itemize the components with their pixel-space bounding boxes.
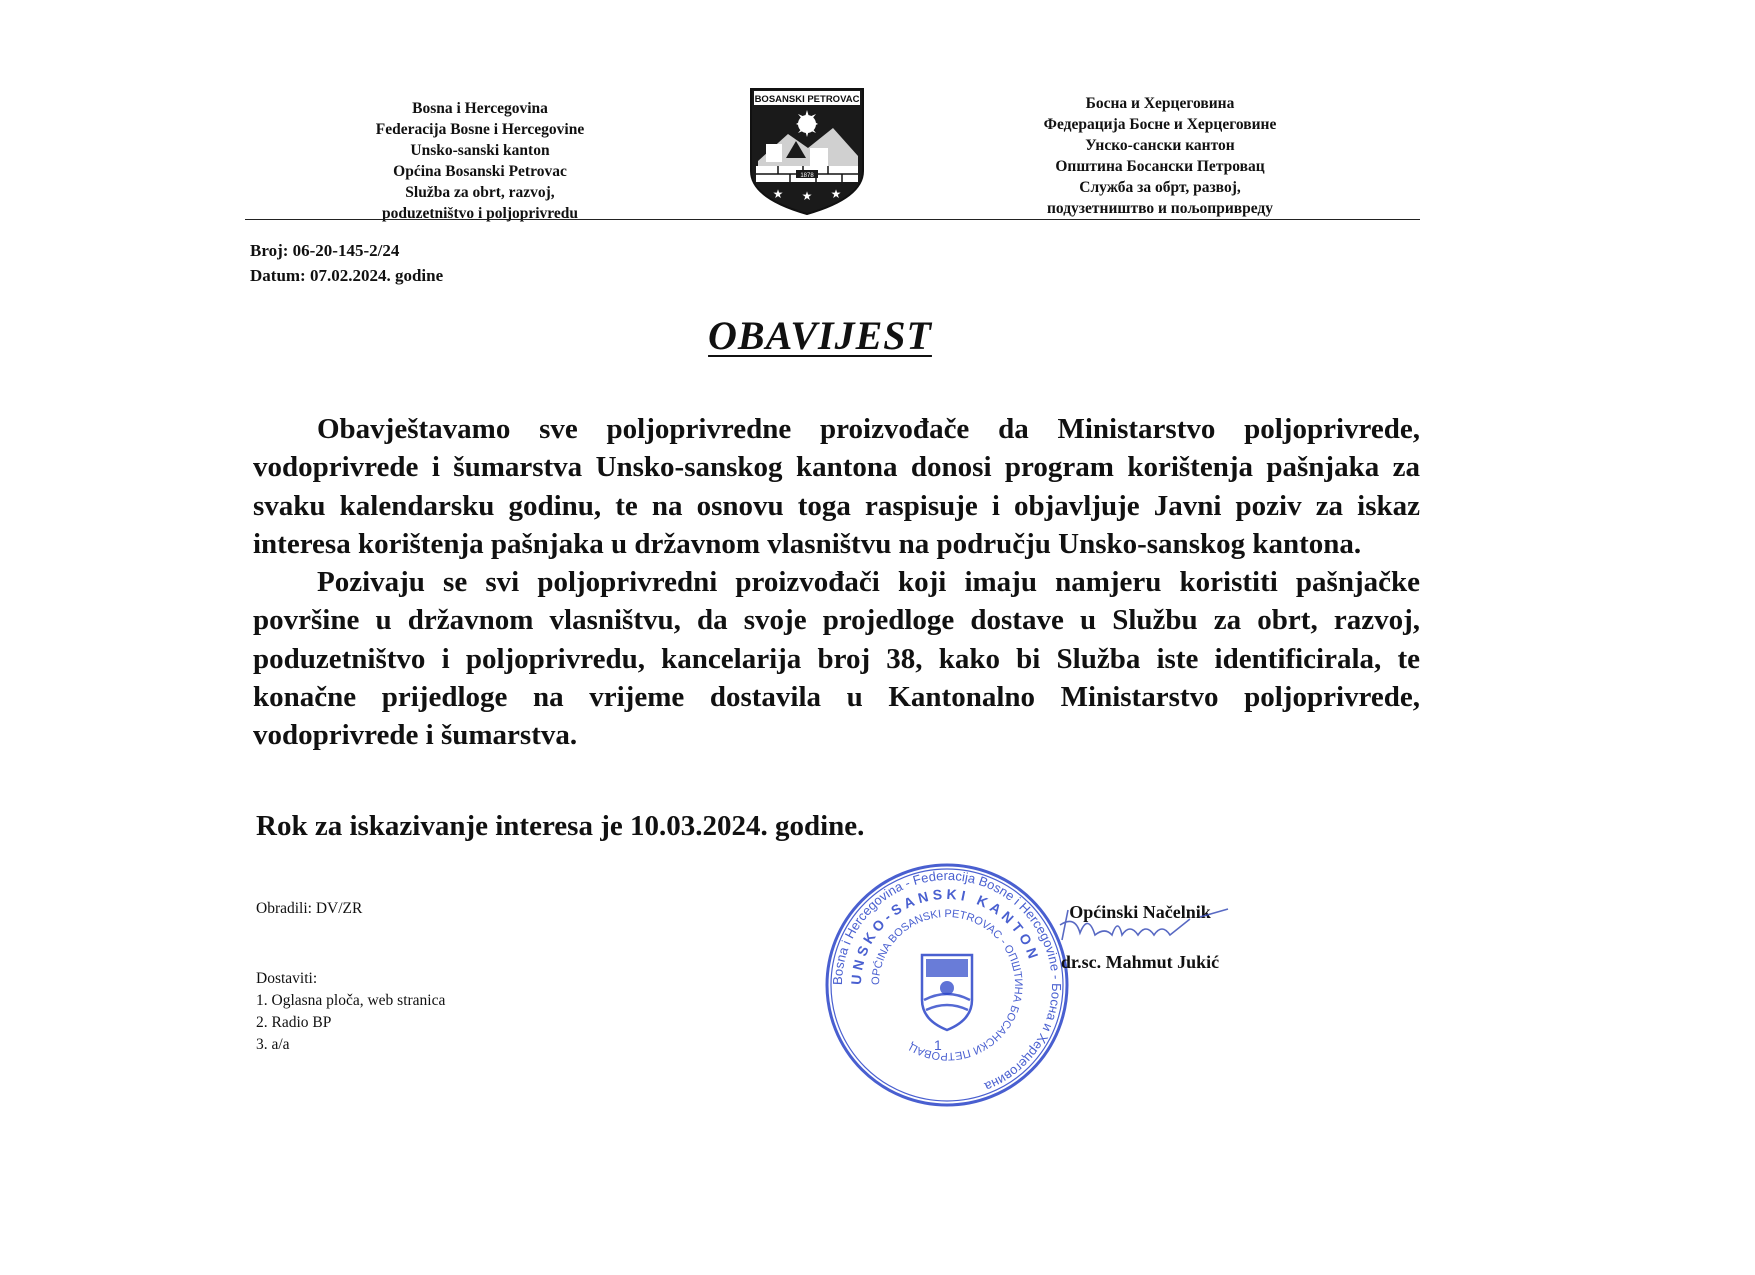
header-line: подузетништво и пољопривреду	[1046, 200, 1274, 217]
header-left-latin	[330, 98, 630, 224]
reference-block	[250, 238, 443, 288]
header-line: Федерација Босне и Херцеговине	[1043, 116, 1277, 133]
header-line: Унско-сански кантон	[1085, 137, 1235, 154]
document-title	[0, 312, 1640, 359]
header-line: poduzetništvo i poljoprivredu	[381, 205, 579, 222]
header-right-cyrillic	[1000, 93, 1320, 219]
svg-text:★: ★	[772, 187, 784, 201]
distribution-label: Dostaviti:	[256, 970, 318, 987]
deadline-statement: Rok za iskazivanje interesa je 10.03.2024. godine.	[256, 810, 865, 842]
svg-text:UNSKO-SANSKI KANTON: UNSKO-SANSKI KANTON	[847, 885, 1043, 986]
svg-text:OPĆINA BOSANSKI PETROVAC - ОПШ: OPĆINA BOSANSKI PETROVAC - ОПШТИНА БОСАНСКИ ПЕТРОВАЦ	[869, 907, 1025, 1063]
svg-text:Bosna i Hercegovina - Federaci: Bosna i Hercegovina - Federacija Bosne i Hercegovine - Босна и Херцеговина	[829, 867, 1065, 1095]
header-line: Босна и Херцеговина	[1085, 95, 1235, 112]
document-title-text: OBAVIJEST	[708, 313, 932, 358]
header-line: Federacija Bosne i Hercegovine	[375, 121, 585, 138]
distribution-item: 2. Radio BP	[256, 1014, 332, 1031]
header-line: Општина Босански Петровац	[1055, 158, 1265, 175]
signatory-name: dr.sc. Mahmut Jukić	[1060, 952, 1220, 972]
header-divider	[245, 219, 1420, 220]
document-body	[253, 410, 1420, 755]
reference-date: Datum: 07.02.2024. godine	[250, 266, 444, 285]
header-line: Općina Bosanski Petrovac	[393, 163, 567, 180]
header-line: Bosna i Hercegovina	[412, 100, 548, 117]
body-paragraph: Pozivaju se svi poljoprivredni proizvođači koji imaju namjeru koristiti pašnjačke površine u državnom vlasništvu, da svoje projedloge dostave u Službu za obrt, razvoj, poduzetništvo i poljoprivredu, kancelarija broj 38, kako bi Služba iste identificirala, te konačne prijedloge na vrijeme dostavila u Kantonalno Ministarstvo poljoprivrede, vodoprivrede i šumarstva.	[253, 566, 1420, 752]
svg-text:BOSANSKI PETROVAC: BOSANSKI PETROVAC	[754, 94, 860, 105]
reference-number: Broj: 06-20-145-2/24	[250, 241, 400, 260]
body-paragraph: Obavještavamo sve poljoprivredne proizvođače da Ministarstvo poljoprivrede, vodoprivrede i šumarstva Unsko-sanskog kantona donosi program korištenja pašnjaka za svaku kalendarsku godinu, te na osnovu toga raspisuje i objavljuje Javni poziv za iskaz interesa korištenja pašnjaka u državnom vlasništvu na području Unsko-sanskog kantona.	[253, 413, 1420, 560]
handwritten-signature-icon	[1050, 905, 1230, 950]
distribution-item: 1. Oglasna ploča, web stranica	[256, 992, 446, 1009]
svg-text:1878: 1878	[800, 173, 814, 179]
header-line: Unsko-sanski kanton	[410, 142, 550, 159]
svg-text:★: ★	[801, 189, 813, 203]
header-line: Служба за обрт, развој,	[1079, 179, 1241, 196]
distribution-item: 3. a/a	[256, 1036, 290, 1053]
svg-text:1: 1	[934, 1037, 942, 1053]
official-stamp-icon	[822, 860, 1072, 1110]
signatory-title: Općinski Načelnik	[1069, 902, 1211, 922]
municipality-crest-icon	[748, 86, 866, 216]
svg-text:★: ★	[830, 187, 842, 201]
header-line: Služba za obrt, razvoj,	[405, 184, 555, 201]
prepared-by: Obradili: DV/ZR	[256, 900, 363, 917]
distribution-list	[256, 968, 445, 1056]
